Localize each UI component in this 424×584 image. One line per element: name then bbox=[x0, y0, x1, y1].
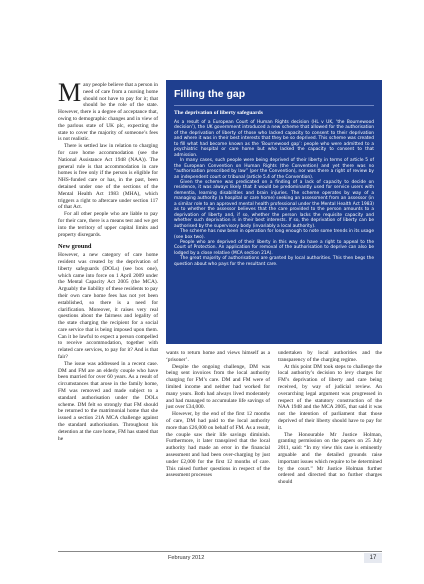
box-divider bbox=[174, 105, 374, 106]
box-paragraph: As a result of a European Court of Human Rights decision (HL v UK, ‘the Bournewood decision’), the UK government introduced a new scheme that allowed for the authorisation of the deprivation of liberty of those who lacked capacity to consent to their deprivation and where it was in their best interests that they be so deprived. This scheme was created to fill what had become known as the ‘Bournewood gap’: people who were admitted to a psychiatric hospital or care home but who lacked the capacity to consent to that admission. bbox=[174, 120, 374, 158]
box-subtitle: The deprivation of liberty safeguards bbox=[174, 110, 263, 116]
box-paragraph: People who are deprived of their liberty in this way do have a right to appeal to the Court of Protection. An application for removal of the authorisation to deprive can also be lodged by a close relative (MCA section 21A). bbox=[174, 239, 374, 256]
section-subheading: New ground bbox=[58, 243, 92, 251]
drop-cap: M bbox=[58, 78, 82, 107]
issue-date: February 2012 bbox=[168, 555, 205, 561]
body-paragraph: Despite the ongoing challenge, DM was being sent invoices from the local authority charging for FM’s care. DM and FM were of limited income and neither had worked for many years. Both had always lived moderately and had managed to accumulate life savings of just over £34,000. bbox=[166, 363, 270, 411]
body-paragraph: For all other people who are liable to pay for their care, there is a means test and we get into the territory of upper capital limits and property disregards. bbox=[58, 211, 158, 238]
left-column bbox=[58, 78, 158, 442]
body-paragraph: The Honourable Mr Justice Holman, granting permission on the papers on 25 July 2011, said: “In my view this case is eminently arguable and the detailed grounds raise important issues which require to be determined by the court.” Mr Justice Holman further ordered and directed that no further charges should bbox=[278, 431, 382, 486]
body-paragraph: At this point DM took steps to challenge the local authority’s decision to levy charges for FM’s deprivation of liberty and care being received, by way of judicial review. An overarching legal argument was progressed in respect of the statutory construction of the NAA 1948 and the MCA 2005, that said it was not the intention of parliament that those deprived of their liberty should have to pay for it. bbox=[278, 363, 382, 431]
box-paragraph: The scheme has now been in operation for long enough to note some trends in its usage (see box two). bbox=[174, 229, 374, 240]
body-paragraph: wants to return home and views himself as a ‘prisoner’. bbox=[166, 350, 270, 363]
footer-divider bbox=[58, 551, 382, 552]
box-body bbox=[174, 120, 374, 267]
body-paragraph: However, a new category of care home resident was created by the deprivation of liberty safeguards (DOLs) (see box one), which came into force on 1 April 2009 under the Mental Capacity Act 2005 (the MCA). Arguably the liability of these residents to pay their own care home fees has not yet been established, so there is a need for clarification. Moreover, it raises very real questions about the fairness and legality of the state charging the recipient for a social care service that is being imposed upon them. Can it be lawful to expect a person compelled to receive accommodation, together with related care services, to pay for it? And is that fair? bbox=[58, 252, 158, 361]
page-number: 17 bbox=[364, 553, 382, 563]
box-paragraph: Given the scheme was predicated on a finding of a lack of capacity to decide on residence, it was always likely that it would be predominantly used for service users with dementia, learning disabilities and brain injuries. The scheme operates by way of a managing authority (a hospital or care home) seeking an assessment from an assessor (in a similar role to an approved mental health professional under the Mental Health Act 1983) as to whether the assessor believes that the care provided to the person amounts to a deprivation of liberty and, if so, whether the person lacks the requisite capacity and whether such deprivation is in their best interests. If so, the deprivation of liberty can be authorised by the supervisory body (invariably a local authority). bbox=[174, 179, 374, 229]
feature-box bbox=[166, 80, 382, 344]
box-title: Filling the gap bbox=[174, 88, 246, 100]
intro-paragraph: Many people believe that a person in need of care from a nursing home should not have to pay for it; that should be the role of the state. However, there is a degree of acceptance that, owing to demographic changes and in view of the parlous state of UK plc, expecting the state to cover the majority of someone’s fees is not realistic. bbox=[58, 78, 158, 143]
box-paragraph: The great majority of authorisations are granted by local authorities. This then begs the question about who pays for the resultant care. bbox=[174, 256, 374, 267]
box-paragraph: In many cases, such people were being deprived of their liberty in terms of article 5 of the European Convention on Human Rights (the Convention) and yet there was no “authorisation prescribed by law” (per the Convention), nor was there a right of review by an independent court or tribunal (article 5.4 of the Convention). bbox=[174, 158, 374, 180]
body-paragraph: The issue was addressed in a recent case. DM and FM are an elderly couple who have been married for over 60 years. As a result of circumstances that arose in the family home, FM was removed and made subject to a standard authorisation under the DOLs scheme. DM felt so strongly that FM should be returned to the matrimonial home that she issued a section 21A MCA challenge against the standard authorisation. Throughout his detention at the care home, FM has stated that he bbox=[58, 360, 158, 442]
body-paragraph: undertaken by local authorities and the transparency of the charging regime. bbox=[278, 350, 382, 363]
body-paragraph: However, by the end of the first 12 months of care, DM had paid to the local authority more than £26,000 on behalf of FM. As a result, the couple saw their life savings diminish. Furthermore, it later transpired that the local authority had made an error in the financial assessment and had been over-charging by just under £2,000 for the first 12 months of care. This raised further questions in respect of the assessment processes bbox=[166, 411, 270, 479]
body-paragraph: There is settled law in relation to charging for care home accommodation (see the National Assistance Act 1948 (NAA)). The general rule is that accommodation in care homes is free only if the person is eligible for NHS-funded care or has, in the past, been detained under one of the sections of the Mental Health Act 1983 (MHA), which triggers a right to aftercare under section 117 of that Act. bbox=[58, 143, 158, 211]
right-column bbox=[278, 350, 382, 486]
middle-column bbox=[166, 350, 270, 479]
